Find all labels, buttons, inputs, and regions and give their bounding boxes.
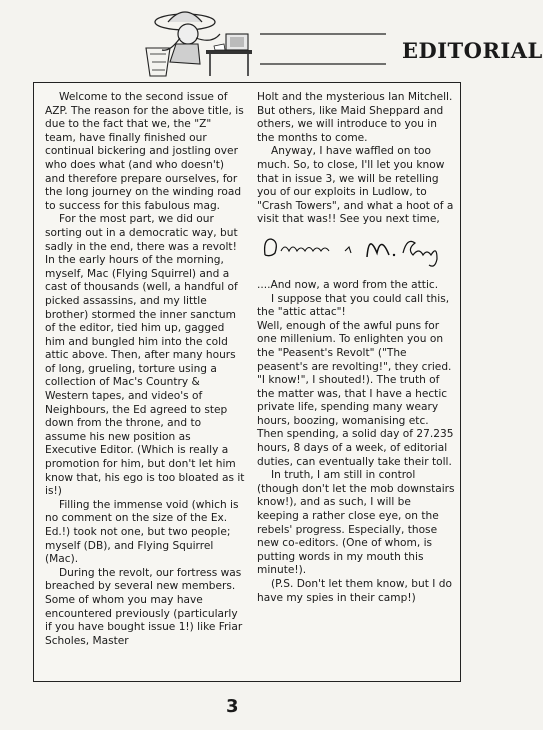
editorial-header bbox=[140, 4, 543, 80]
paragraph: Well, enough of the awful puns for one millenium. To enlighten you on the "Peasent's Revolt" ("The peasent's are revolting!", they cried. "I know!", I shouted!). The truth of the matter was, that I have a hectic private life, spending many weary hours, boozing, womanising etc. Then spending, a solid day of 27.235 hours, 8 days of a week, of editorial duties, can eventually take their toll. bbox=[257, 319, 454, 468]
right-column bbox=[257, 91, 455, 605]
left-column bbox=[45, 91, 245, 648]
paragraph: In truth, I am still in control (though don't let the mob downstairs know!), and as such, I will be keeping a rather close eye, on the rebels' progress. Especially, those new co-editors. (One of whom, is putting words in my mouth this minute!). bbox=[257, 469, 455, 577]
paragraph: Welcome to the second issue of AZP. The reason for the above title, is due to the fact that we, the "Z" team, have finally finished our continual bickering and jostling over who does what (and who doesn't) and therefore prepare ourselves, for the long journey on the winding road to success for this fabulous mag. bbox=[45, 91, 244, 212]
page-number: 3 bbox=[226, 696, 239, 717]
paragraph: For the most part, we did our sorting out in a democratic way, but sadly in the end, there was a revolt! In the early hours of the morning, myself, Mac (Flying Squirrel) and a cast of thousands (well, a handful of picked assassins, and my little brother) stormed the inner sanctum of the editor, tied him up, gagged him and bungled him into the cold attic above. Then, after many hours of long, grueling, torture using a collection of Mac's Country & Western tapes, and video's of Neighbours, the Ed agreed to step down from the throne, and to assume his new position as Executive Editor. (Which is really a promotion for him, but don't let him know that, his ego is too bloated as it is!) bbox=[45, 213, 245, 498]
spacer bbox=[257, 271, 455, 279]
paragraph: I suppose that you could call this, the "attic attac"! bbox=[257, 292, 450, 319]
page-title: EDITORIAL bbox=[402, 38, 543, 63]
paragraph: (P.S. Don't let them know, but I do have my spies in their camp!) bbox=[257, 578, 452, 604]
paragraph: During the revolt, our fortress was breached by several new members. Some of whom you may have encountered previously (particularly if you have bought issue 1!) like Friar Scholes, Master bbox=[45, 566, 243, 647]
paragraph: Anyway, I have waffled on too much. So, to close, I'll let you know that in issue 3, we will be retelling you of our exploits in Ludlow, to "Crash Towers", and what a hoot of a visit that was!! See you next time, bbox=[257, 145, 454, 226]
paragraph: ....And now, a word from the attic. bbox=[257, 278, 439, 291]
editorial-article bbox=[33, 82, 461, 682]
editor-desk-illustration-icon bbox=[140, 4, 390, 80]
signature-mark bbox=[257, 229, 455, 265]
paragraph: Filling the immense void (which is no comment on the size of the Ex. Ed.!) took not one, but two people; myself (DB), and Flying Squirrel (Mac). bbox=[45, 498, 239, 566]
paragraph: Holt and the mysterious Ian Mitchell. But others, like Maid Sheppard and others, we will introduce to you in the months to come. bbox=[257, 91, 453, 144]
